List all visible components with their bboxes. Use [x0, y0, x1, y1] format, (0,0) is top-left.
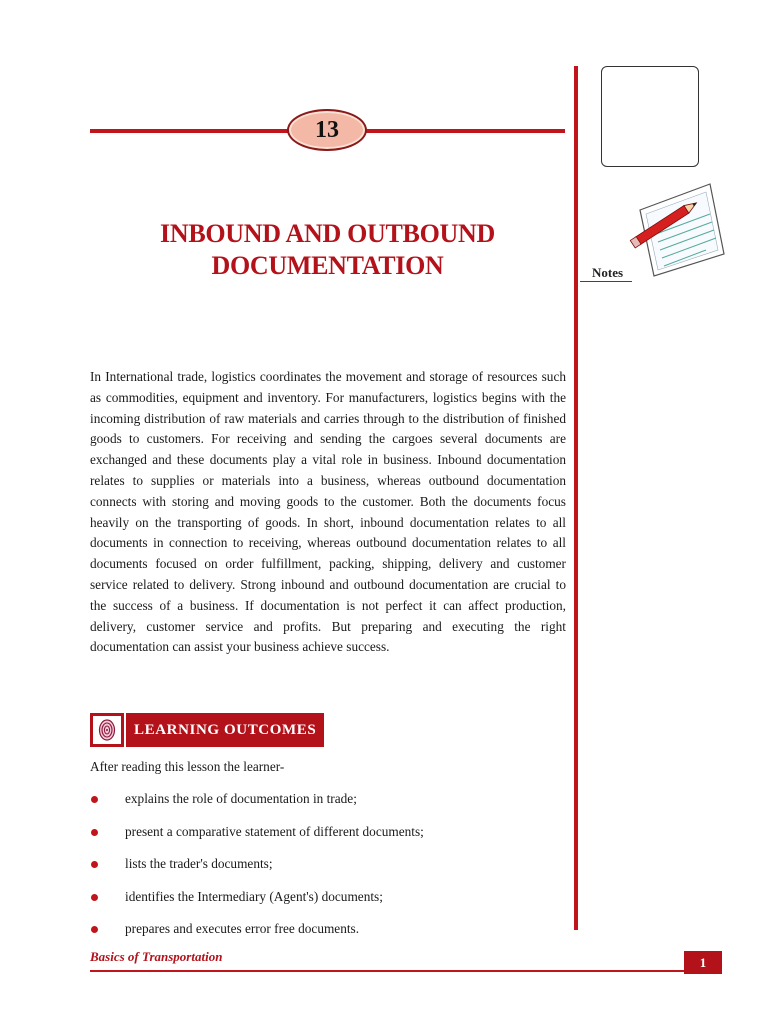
list-item	[90, 822, 566, 855]
chapter-title	[90, 218, 565, 282]
notepad-pencil-icon	[626, 182, 726, 278]
list-item	[90, 887, 566, 920]
list-item-text: lists the trader's documents;	[125, 856, 273, 872]
footer-rule	[90, 970, 722, 972]
list-item	[90, 919, 566, 952]
chapter-title-line1: INBOUND AND OUTBOUND	[160, 219, 495, 248]
bullet-icon	[91, 796, 98, 803]
margin-divider	[574, 66, 578, 930]
chapter-title-line2: DOCUMENTATION	[211, 251, 444, 280]
footer-book-title: Basics of Transportation	[90, 949, 223, 964]
list-item-text: prepares and executes error free documents.	[125, 921, 360, 937]
bullet-icon	[91, 861, 98, 868]
list-item-text: present a comparative statement of different documents;	[125, 823, 424, 839]
learning-outcomes-list	[90, 789, 566, 952]
notes-label: Notes	[592, 265, 624, 280]
chapter-number: 13	[315, 116, 339, 143]
notes-box	[601, 66, 699, 167]
bullet-icon	[91, 926, 98, 933]
learning-outcomes-intro: After reading this lesson the learner-	[90, 759, 285, 774]
page-number: 1	[684, 951, 722, 974]
notes-underline	[580, 281, 632, 282]
intro-paragraph: In International trade, logistics coordinates the movement and storage of resources such as commodities, equipment and inventory. For manufacturers, logistics begins with the incoming distribution of raw materials and carries through to the distribution of finished goods to customers. For receiving and sending the cargoes several documents are exchanged and these documents play a vital role in business. Inbound documentation relates to supplies or materials into a business, whereas outbound documentation connects with storing and moving goods to the customer. Both the documents focus heavily on the transporting of goods. In short, inbound documentation relates to all documents in connection to receiving, whereas outbound documentation relates to all documents focused on order fulfillment, packing, shipping, delivery and customer service related to delivery. Strong inbound and outbound documentation are crucial to the success of a business. If documentation is not perfect it can affect production, delivery, customer service and profits. But preparing and executing the right documentation can assist your business achieve success.	[90, 369, 566, 655]
chapter-number-badge	[287, 109, 367, 151]
target-icon	[90, 713, 124, 747]
list-item	[90, 789, 566, 822]
bullet-icon	[91, 894, 98, 901]
list-item-text: identifies the Intermediary (Agent's) documents;	[125, 888, 383, 904]
bullet-icon	[91, 829, 98, 836]
list-item	[90, 854, 566, 887]
header-rule-right	[365, 129, 565, 133]
header-rule-left	[90, 129, 290, 133]
learning-outcomes-heading: LEARNING OUTCOMES	[126, 713, 324, 747]
learning-outcomes-header	[90, 713, 324, 747]
list-item-text: explains the role of documentation in trade;	[125, 791, 357, 806]
